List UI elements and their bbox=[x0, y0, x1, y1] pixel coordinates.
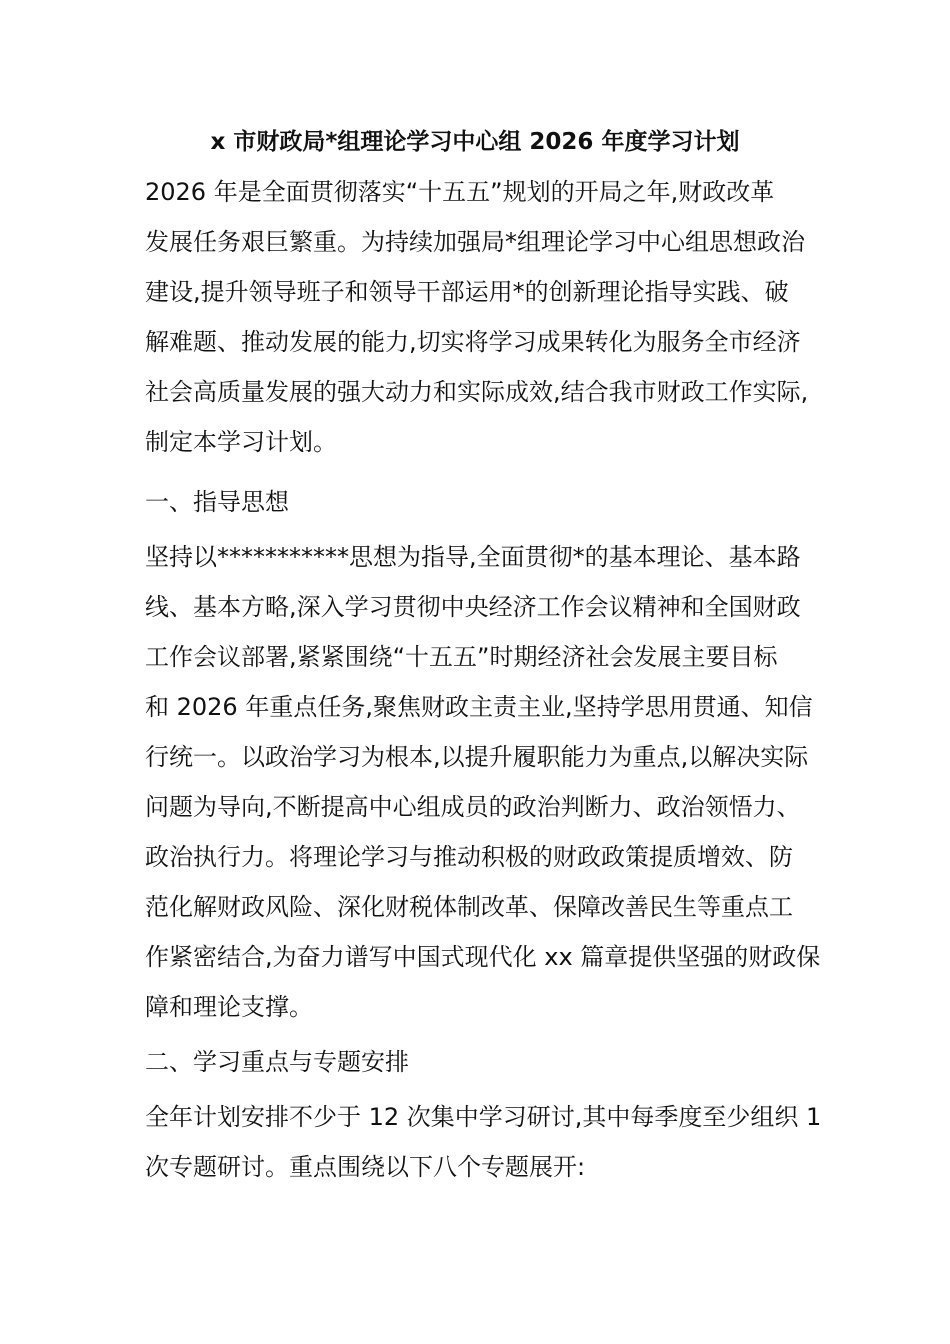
text-line: 社会高质量发展的强大动力和实际成效,结合我市财政工作实际, bbox=[145, 378, 809, 406]
section-heading-study-focus: 二、学习重点与专题安排 bbox=[145, 1048, 409, 1076]
guiding-thought-paragraph bbox=[145, 532, 825, 1032]
text-line: 问题为导向,不断提高中心组成员的政治判断力、政治领悟力、 bbox=[145, 793, 801, 821]
text-line: 政治执行力。将理论学习与推动积极的财政政策提质增效、防 bbox=[145, 843, 793, 871]
text-line: 解难题、推动发展的能力,切实将学习成果转化为服务全市经济 bbox=[145, 328, 801, 356]
text-line: 作紧密结合,为奋力谱写中国式现代化 xx 篇章提供坚强的财政保 bbox=[145, 943, 821, 971]
text-line: 范化解财政风险、深化财税体制改革、保障改善民生等重点工 bbox=[145, 893, 793, 921]
text-line: 建设,提升领导班子和领导干部运用*的创新理论指导实践、破 bbox=[145, 278, 789, 306]
text-line: 线、基本方略,深入学习贯彻中央经济工作会议精神和全国财政 bbox=[145, 593, 801, 621]
text-line: 工作会议部署,紧紧围绕“十五五”时期经济社会发展主要目标 bbox=[145, 643, 778, 671]
intro-paragraph bbox=[145, 167, 825, 467]
text-line: 发展任务艰巨繁重。为持续加强局*组理论学习中心组思想政治 bbox=[145, 228, 805, 256]
text-line: 全年计划安排不少于 12 次集中学习研讨,其中每季度至少组织 1 bbox=[145, 1103, 822, 1131]
document-title: x 市财政局*组理论学习中心组 2026 年度学习计划 bbox=[210, 129, 740, 155]
study-focus-paragraph bbox=[145, 1092, 825, 1192]
text-line: 坚持以***********思想为指导,全面贯彻*的基本理论、基本路 bbox=[145, 543, 801, 571]
text-line: 次专题研讨。重点围绕以下八个专题展开: bbox=[145, 1153, 586, 1181]
text-line: 行统一。以政治学习为根本,以提升履职能力为重点,以解决实际 bbox=[145, 743, 809, 771]
text-line: 和 2026 年重点任务,聚焦财政主责主业,坚持学思用贯通、知信 bbox=[145, 693, 813, 721]
text-line: 障和理论支撑。 bbox=[145, 993, 313, 1021]
text-line: 2026 年是全面贯彻落实“十五五”规划的开局之年,财政改革 bbox=[145, 178, 775, 206]
text-line: 制定本学习计划。 bbox=[145, 428, 337, 456]
section-heading-guiding-thought: 一、指导思想 bbox=[145, 488, 289, 516]
